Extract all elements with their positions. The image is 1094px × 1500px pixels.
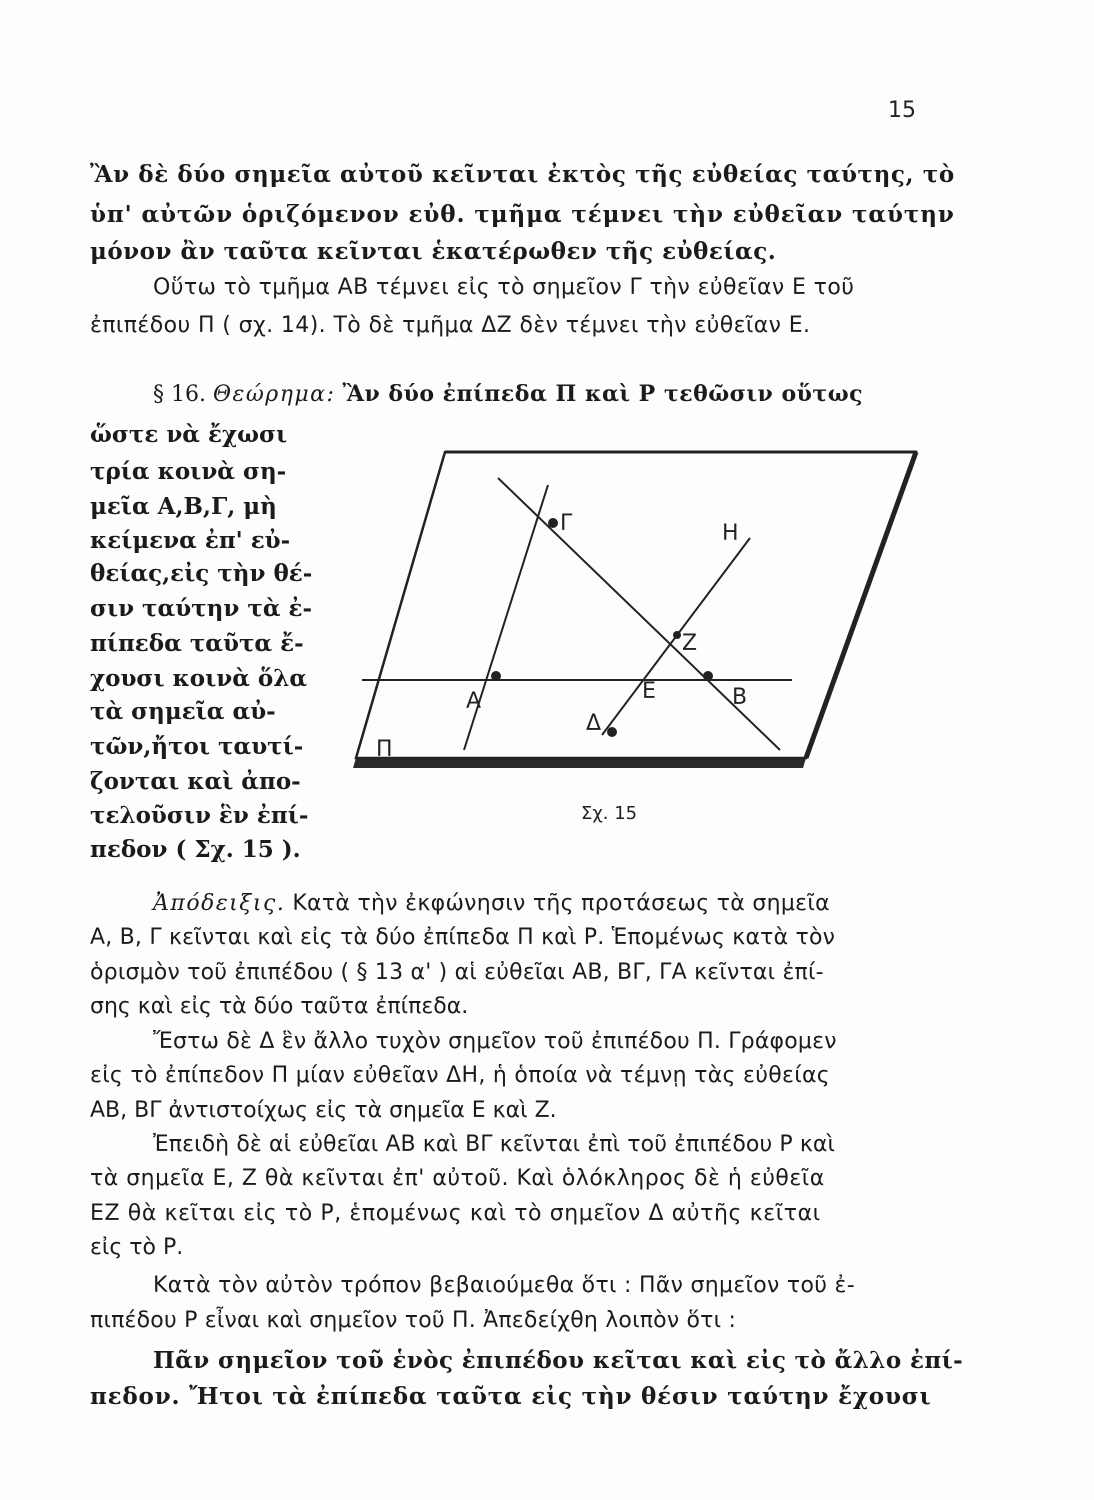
theorem-line-5: θείας,εἰς τὴν θέ- xyxy=(90,560,313,587)
theorem-line-12: τελοῦσιν ἓν ἐπί- xyxy=(90,802,309,829)
plane-shadow xyxy=(353,758,806,768)
theorem-line-7: πίπεδα ταῦτα ἔ- xyxy=(90,630,304,657)
proof-line-1-text: Κατὰ τὴν ἐκφώνησιν τῆς προτάσεως τὰ σημεῖα xyxy=(292,891,830,916)
label-pi: Π xyxy=(376,737,393,762)
proof-line-5: Ἔστω δὲ Δ ἓν ἄλλο τυχὸν σημεῖον τοῦ ἐπιπέδου Π. Γράφομεν xyxy=(153,1029,837,1054)
page-number: 15 xyxy=(888,98,916,123)
proof-line-6: εἰς τὸ ἐπίπεδον Π μίαν εὐθεῖαν ΔΗ, ἡ ὁποία νὰ τέμνῃ τὰς εὐθείας xyxy=(90,1063,830,1088)
proof-line-12: Κατὰ τὸν αὐτὸν τρόπον βεβαιούμεθα ὅτι : Πᾶν σημεῖον τοῦ ἐ- xyxy=(153,1273,855,1298)
point-alpha xyxy=(491,671,501,681)
paragraph-1-line-3: μόνον ἂν ταῦτα κεῖνται ἑκατέρωθεν τῆς εὐθείας. xyxy=(90,238,777,265)
theorem-line-10: τῶν,ἤτοι ταυτί- xyxy=(90,733,304,760)
paragraph-2-line-2: ἐπιπέδου Π ( σχ. 14). Τὸ δὲ τμῆμα ΔΖ δὲν τέμνει τὴν εὐθεῖαν Ε. xyxy=(90,313,811,338)
proof-line-11: εἰς τὸ Ρ. xyxy=(90,1235,184,1260)
conclusion-line-1: Πᾶν σημεῖον τοῦ ἑνὸς ἐπιπέδου κεῖται καὶ εἰς τὸ ἄλλο ἐπί- xyxy=(153,1347,964,1374)
figure-15 xyxy=(320,430,920,830)
theorem-heading-text: Ἂν δύο ἐπίπεδα Π καὶ Ρ τεθῶσιν οὕτως xyxy=(342,381,864,407)
paragraph-1-line-1: Ἂν δὲ δύο σημεῖα αὐτοῦ κεῖνται ἐκτὸς τῆς εὐθείας ταύτης, τὸ xyxy=(90,161,955,188)
theorem-line-1: ὥστε νὰ ἔχωσι xyxy=(90,421,288,448)
theorem-heading xyxy=(153,383,863,406)
proof-line-13: πιπέδου Ρ εἶναι καὶ σημεῖον τοῦ Π. Ἀπεδείχθη λοιπὸν ὅτι : xyxy=(90,1308,737,1333)
plane-right-edge xyxy=(806,452,916,758)
proof-line-8: Ἐπειδὴ δὲ αἱ εὐθεῖαι ΑΒ καὶ ΒΓ κεῖνται ἐπὶ τοῦ ἐπιπέδου Ρ καὶ xyxy=(153,1132,836,1157)
proof-line-10: ΕΖ θὰ κεῖται εἰς τὸ Ρ, ἑπομένως καὶ τὸ σημεῖον Δ αὐτῆς κεῖται xyxy=(90,1201,821,1226)
plane-pi xyxy=(356,452,916,758)
proof-line-4: σης καὶ εἰς τὰ δύο ταῦτα ἐπίπεδα. xyxy=(90,994,469,1019)
label-epsilon: Ε xyxy=(642,679,656,704)
theorem-line-6: σιν ταύτην τὰ ἐ- xyxy=(90,595,313,622)
proof-label: Ἀπόδειξις. xyxy=(153,891,286,916)
label-delta: Δ xyxy=(586,711,602,736)
proof-line-7: ΑΒ, ΒΓ ἀντιστοίχως εἰς τὰ σημεῖα Ε καὶ Ζ. xyxy=(90,1098,557,1123)
label-beta: Β xyxy=(732,685,748,710)
theorem-line-2: τρία κοινὰ ση- xyxy=(90,458,287,485)
theorem-line-9: τὰ σημεῖα αὐ- xyxy=(90,698,276,725)
point-delta xyxy=(607,727,617,737)
theorem-line-13: πεδον ( Σχ. 15 ). xyxy=(90,836,301,863)
label-gamma: Γ xyxy=(560,511,573,536)
theorem-line-8: χουσι κοινὰ ὅλα xyxy=(90,665,308,692)
label-eta: Η xyxy=(722,521,739,546)
section-number: § 16. xyxy=(153,382,206,407)
theorem-label: Θεώρημα: xyxy=(212,382,336,407)
theorem-line-3: μεῖα Α,Β,Γ, μὴ xyxy=(90,493,277,520)
point-gamma xyxy=(548,518,558,528)
theorem-line-11: ζονται καὶ ἀπο- xyxy=(90,768,301,795)
figure-caption: Σχ. 15 xyxy=(581,803,638,824)
label-zeta: Ζ xyxy=(682,631,698,656)
proof-line-3: ὁρισμὸν τοῦ ἐπιπέδου ( § 13 α' ) αἱ εὐθεῖαι ΑΒ, ΒΓ, ΓΑ κεῖνται ἐπί- xyxy=(90,960,824,985)
proof-line-2: Α, Β, Γ κεῖνται καὶ εἰς τὰ δύο ἐπίπεδα Π καὶ Ρ. Ἑπομένως κατὰ τὸν xyxy=(90,925,836,950)
conclusion-line-2: πεδον. Ἤτοι τὰ ἐπίπεδα ταῦτα εἰς τὴν θέσιν ταύτην ἔχουσι xyxy=(90,1383,932,1410)
paragraph-2-line-1: Οὕτω τὸ τμῆμα ΑΒ τέμνει εἰς τὸ σημεῖον Γ τὴν εὐθεῖαν Ε τοῦ xyxy=(153,275,855,300)
point-zeta xyxy=(673,631,681,639)
point-epsilon xyxy=(703,671,713,681)
paragraph-1-line-2: ὑπ' αὐτῶν ὁριζόμενον εὐθ. τμῆμα τέμνει τὴν εὐθεῖαν ταύτην xyxy=(90,201,955,228)
theorem-line-4: κείμενα ἐπ' εὐ- xyxy=(90,527,291,554)
proof-line-9: τὰ σημεῖα Ε, Ζ θὰ κεῖνται ἐπ' αὐτοῦ. Καὶ ὁλόκληρος δὲ ἡ εὐθεῖα xyxy=(90,1166,825,1191)
label-alpha: Α xyxy=(466,689,482,714)
proof-line-1 xyxy=(153,893,830,915)
